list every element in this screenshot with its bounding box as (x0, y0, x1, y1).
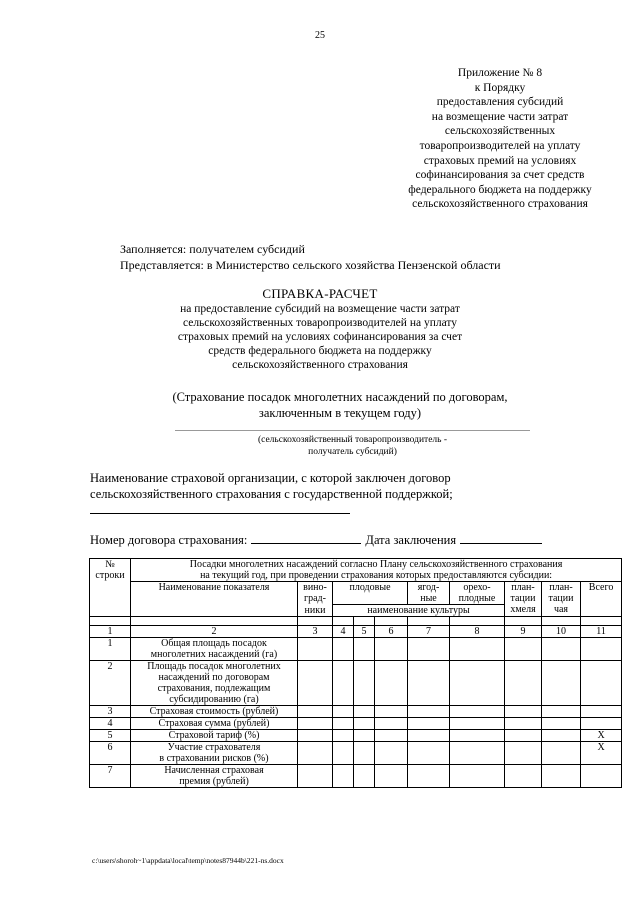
value-cell (450, 730, 505, 742)
value-cell (450, 706, 505, 718)
recipient-caption (175, 434, 530, 458)
value-cell (542, 765, 581, 788)
total-cell (581, 661, 622, 706)
column-number: 2 (131, 626, 298, 638)
value-cell (354, 661, 375, 706)
total-cell (581, 706, 622, 718)
appendix-line: софинансирования за счет средств (415, 169, 585, 182)
row-code: 2 (90, 661, 131, 706)
subtitle-line: сельскохозяйственного страхования (232, 359, 408, 371)
table-body (90, 638, 622, 788)
row-code: 1 (90, 638, 131, 661)
total-cell (581, 638, 622, 661)
row-label (131, 661, 298, 706)
value-cell (354, 742, 375, 765)
value-cell (333, 661, 354, 706)
value-cell (408, 718, 450, 730)
fruit-header: плодовые (333, 582, 408, 605)
appendix-line: к Порядку (474, 81, 526, 94)
row-label (131, 718, 298, 730)
table-row (90, 706, 622, 718)
value-cell (333, 742, 354, 765)
value-cell (298, 718, 333, 730)
row-code: 7 (90, 765, 131, 788)
column-number: 6 (375, 626, 408, 638)
hop-header: план- тации хмеля (505, 582, 542, 617)
insurer-name-field (90, 513, 350, 514)
subtitle-line: страховых премий на условиях софинансирования за счет (177, 331, 463, 343)
value-cell (375, 661, 408, 706)
value-cell (375, 638, 408, 661)
value-cell (505, 718, 542, 730)
appendix-line: сельскохозяйственного страхования (412, 198, 588, 211)
value-cell (505, 661, 542, 706)
appendix-line: сельскохозяйственных (444, 125, 556, 138)
row-label-line: Страховая стоимость (рублей) (149, 706, 279, 717)
row-label-line: страхования, подлежащим (157, 683, 271, 694)
row-code: 5 (90, 730, 131, 742)
row-code: 4 (90, 718, 131, 730)
value-cell (298, 706, 333, 718)
value-cell (354, 638, 375, 661)
value-cell (450, 718, 505, 730)
contract-date-label: Дата заключения (365, 533, 457, 547)
document-title: СПРАВКА-РАСЧЕТ (262, 286, 378, 301)
row-code: 3 (90, 706, 131, 718)
row-label (131, 742, 298, 765)
appendix-line: на возмещение части затрат (431, 110, 569, 123)
row-number-header: № строки (90, 559, 131, 617)
subtitle-line: на предоставление субсидий на возмещение части затрат (180, 303, 460, 315)
value-cell (298, 742, 333, 765)
value-cell (408, 661, 450, 706)
row-label-line: Общая площадь посадок (161, 638, 267, 649)
recipient-caption-line: получатель субсидий) (308, 447, 397, 457)
value-cell (333, 765, 354, 788)
value-cell (333, 706, 354, 718)
value-cell (542, 706, 581, 718)
spacer-cell (131, 617, 298, 626)
value-cell (505, 730, 542, 742)
total-cell (581, 718, 622, 730)
appendix-line: предоставления субсидий (436, 96, 564, 109)
value-cell (450, 765, 505, 788)
column-number: 1 (90, 626, 131, 638)
row-label-line: Площадь посадок многолетних (147, 661, 281, 672)
table-row (90, 730, 622, 742)
value-cell (505, 638, 542, 661)
total-header: Всего (581, 582, 622, 617)
table-row (90, 742, 622, 765)
appendix-header (380, 66, 620, 212)
row-label (131, 765, 298, 788)
contract-info (90, 532, 542, 548)
value-cell (333, 638, 354, 661)
spacer-cell (354, 617, 375, 626)
spacer-cell (581, 617, 622, 626)
row-label-line: премия (рублей) (179, 776, 249, 787)
calculation-table (89, 558, 622, 788)
value-cell (408, 730, 450, 742)
page-number: 25 (315, 30, 325, 41)
row-label (131, 706, 298, 718)
row-label-line: субсидированию (га) (169, 694, 259, 705)
spacer-cell (450, 617, 505, 626)
row-label-line: многолетних насаждений (га) (150, 649, 278, 660)
subtitle-line: сельскохозяйственных товаропроизводителей на уплату (182, 317, 458, 329)
insurer-line: Наименование страховой организации, с которой заключен договор (90, 471, 451, 485)
value-cell (450, 638, 505, 661)
column-number: 10 (542, 626, 581, 638)
row-label-line: Страховая сумма (рублей) (158, 718, 270, 729)
column-number: 9 (505, 626, 542, 638)
document-subtitle (120, 302, 520, 372)
table-row (90, 661, 622, 706)
plantings-header: Посадки многолетних насаждений согласно Плану сельскохозяйственного страхования на текущий год, при проведении страхования которых предоставляются субсидии: (131, 559, 622, 582)
recipient-name-line (175, 430, 530, 431)
total-cell: Х (581, 730, 622, 742)
column-numbers-row (90, 626, 622, 638)
column-number: 4 (333, 626, 354, 638)
value-cell (354, 730, 375, 742)
row-label-line: насаждений по договорам (158, 672, 270, 683)
appendix-line: Приложение № 8 (457, 67, 543, 79)
value-cell (542, 730, 581, 742)
row-label-line: Начисленная страховая (164, 765, 264, 776)
appendix-line: страховых премий на условиях (423, 154, 577, 167)
total-cell: Х (581, 742, 622, 765)
value-cell (505, 706, 542, 718)
value-cell (542, 718, 581, 730)
value-cell (354, 718, 375, 730)
appendix-line: товаропроизводителей на уплату (419, 139, 581, 152)
row-label (131, 638, 298, 661)
value-cell (375, 742, 408, 765)
spacer-cell (542, 617, 581, 626)
value-cell (354, 706, 375, 718)
subtitle-line: средств федерального бюджета на поддержку (208, 345, 432, 357)
spacer-cell (298, 617, 333, 626)
value-cell (542, 661, 581, 706)
value-cell (542, 638, 581, 661)
insurer-line: сельскохозяйственного страхования с государственной поддержкой; (90, 487, 453, 501)
value-cell (450, 742, 505, 765)
spacer-cell (375, 617, 408, 626)
submitted-to: Представляется: в Министерство сельского хозяйства Пензенской области (120, 258, 501, 272)
contract-number-label: Номер договора страхования: (90, 533, 248, 547)
row-code: 6 (90, 742, 131, 765)
column-number: 11 (581, 626, 622, 638)
value-cell (375, 706, 408, 718)
insurer-name-label (90, 470, 453, 502)
vineyards-header-cont: ники (298, 605, 333, 617)
vineyards-header: вино- град- (298, 582, 333, 605)
value-cell (505, 765, 542, 788)
column-number: 5 (354, 626, 375, 638)
table-row (90, 765, 622, 788)
value-cell (298, 638, 333, 661)
insurance-type-line: заключенным в текущем году) (258, 406, 422, 420)
contract-number-field (251, 532, 361, 544)
filling-instructions (120, 241, 501, 273)
footer-file-path: c:\users\shoroh~1\appdata\local\temp\notes87944b\221-ns.docx (92, 856, 284, 865)
value-cell (408, 765, 450, 788)
row-label-line: в страховании рисков (%) (159, 753, 269, 764)
total-cell (581, 765, 622, 788)
value-cell (298, 661, 333, 706)
spacer-cell (333, 617, 354, 626)
appendix-line: федерального бюджета на поддержку (408, 183, 592, 196)
table-row (90, 638, 622, 661)
insurance-type (140, 389, 540, 421)
value-cell (450, 661, 505, 706)
value-cell (375, 765, 408, 788)
berry-header: ягод- ные (408, 582, 450, 605)
value-cell (354, 765, 375, 788)
row-label (131, 730, 298, 742)
recipient-caption-line: (сельскохозяйственный товаропроизводитель - (257, 435, 448, 445)
value-cell (375, 718, 408, 730)
column-number: 7 (408, 626, 450, 638)
value-cell (375, 730, 408, 742)
value-cell (505, 742, 542, 765)
value-cell (542, 742, 581, 765)
indicator-header: Наименование показателя (131, 582, 298, 617)
contract-date-field (460, 532, 542, 544)
filled-by: Заполняется: получателем субсидий (120, 242, 305, 256)
tea-header: план- тации чая (542, 582, 581, 617)
value-cell (408, 706, 450, 718)
crop-name-header: наименование культуры (333, 605, 505, 617)
nut-header: орехо- плодные (450, 582, 505, 605)
insurance-type-line: (Страхование посадок многолетних насаждений по договорам, (172, 390, 508, 404)
value-cell (408, 638, 450, 661)
value-cell (333, 718, 354, 730)
value-cell (298, 765, 333, 788)
table-row (90, 718, 622, 730)
spacer-cell (408, 617, 450, 626)
row-label-line: Страховой тариф (%) (168, 730, 260, 741)
value-cell (333, 730, 354, 742)
value-cell (298, 730, 333, 742)
spacer-cell (90, 617, 131, 626)
spacer-cell (505, 617, 542, 626)
column-number: 8 (450, 626, 505, 638)
column-number: 3 (298, 626, 333, 638)
row-label-line: Участие страхователя (167, 742, 261, 753)
value-cell (408, 742, 450, 765)
